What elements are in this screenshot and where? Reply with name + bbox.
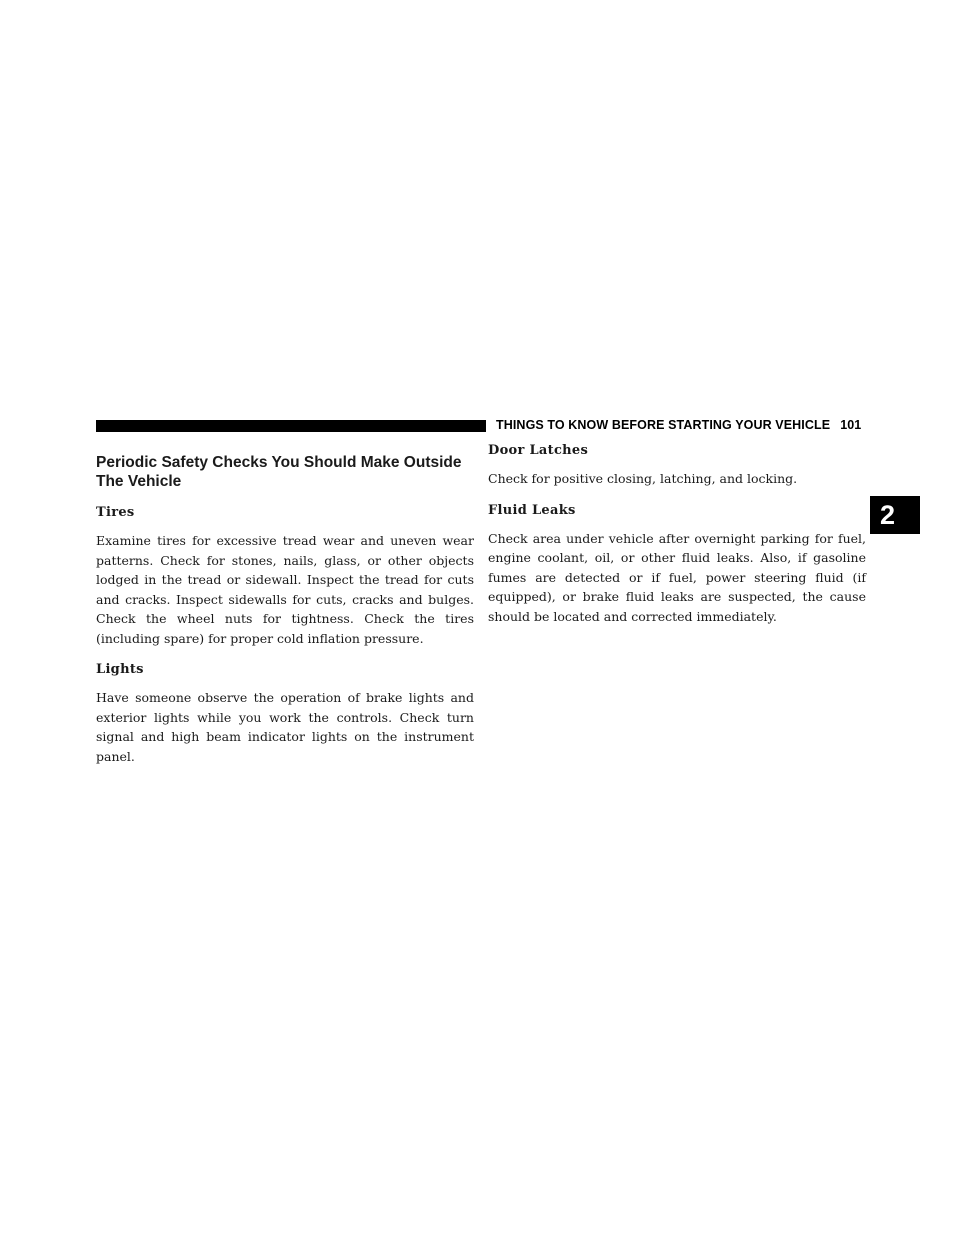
- door-latches-paragraph: Check for positive closing, latching, and locking.: [488, 471, 798, 486]
- header-rule-bar: [96, 420, 486, 432]
- fluid-leaks-paragraph: Check area under vehicle after overnight parking for fuel, engine coolant, oil, or other fluid leaks. Also, if gasoline fumes are detected or if fuel, power steering fluid (if equipped), or brake fluid leaks are suspected, the cause should be located and corrected immediately.: [488, 530, 866, 624]
- left-column: [96, 440, 474, 778]
- page-number: 101: [840, 418, 862, 432]
- lights-paragraph: Have someone observe the operation of brake lights and exterior lights while you work the controls. Check turn signal and high beam indicator lights on the instrument panel.: [96, 690, 474, 764]
- door-latches-heading: Door Latches: [488, 443, 589, 458]
- running-header: [496, 418, 861, 432]
- lights-heading: Lights: [96, 662, 144, 677]
- tires-paragraph: Examine tires for excessive tread wear and uneven wear patterns. Check for stones, nails, glass, or other objects lodged in the tread or sidewall. Inspect the tread for cuts and cracks. Inspect sidewalls for cuts, cracks and bulges. Check the wheel nuts for tightness. Check the tires (including spare) for proper cold inflation pressure.: [96, 533, 474, 646]
- tires-heading: Tires: [96, 505, 135, 520]
- fluid-leaks-heading: Fluid Leaks: [488, 502, 576, 518]
- right-column: [488, 440, 866, 638]
- header-title: THINGS TO KNOW BEFORE STARTING YOUR VEHICLE: [496, 418, 831, 432]
- chapter-tab: 2: [870, 496, 920, 534]
- section-heading: Periodic Safety Checks You Should Make Outside The Vehicle: [96, 454, 462, 490]
